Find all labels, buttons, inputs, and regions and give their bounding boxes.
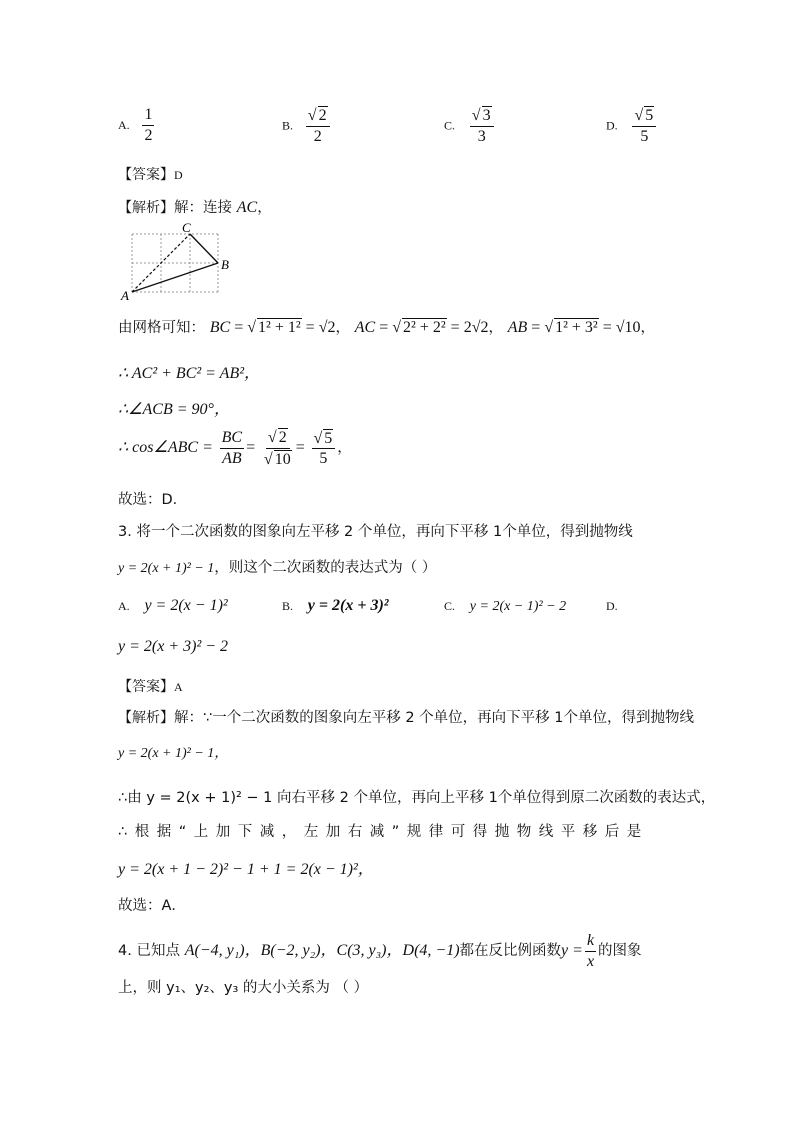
answer-tag: 【答案】: [118, 167, 174, 183]
question-3-line1: 3. 将一个二次函数的图象向左平移 2 个单位，再向下平移 1个单位，得到抛物线: [118, 524, 633, 540]
analysis-q3-line5: y = 2(x + 1 − 2)² − 1 + 1 = 2(x − 1)²，: [118, 861, 374, 878]
step-right-angle: ∴∠ACB = 90°，: [118, 401, 230, 418]
question-4-line2: 上，则 y₁、y₂、y₃ 的大小关系为 （ ）: [118, 980, 369, 996]
option-c: [444, 106, 496, 145]
analysis-q3-line4: ∴根据“上加下减，左加右减”规律可得抛物线平移后是: [118, 824, 649, 840]
step-pythagoras: ∴ AC² + BC² = AB²，: [118, 365, 261, 382]
question-3-line2: y = 2(x + 1)² − 1，则这个二次函数的表达式为（ ）: [118, 560, 437, 576]
question-4-line1: 4. 已知点 A(−4, y₁)，B(−2, y₂)，C(3, y₃)，D(4, −1)都在反比例函数y = $\frac{k}{x}$ 的图象: [118, 932, 642, 970]
grid-relations: 由网格可知： BC = √ 1² + 1² = √2， AC = √ 2² + 2² = 2√2， AB = √ 1² + 3² = √10，: [118, 319, 656, 336]
cos-fraction-1: $\frac{BC}{AB}$: [221, 429, 243, 467]
grid-triangle-figure: [118, 220, 238, 304]
analysis-q3-line3: ∴由 y = 2(x + 1)² − 1 向右平移 2 个单位，再向上平移 1个单位得到原二次函数的表达式，: [118, 790, 716, 806]
conclusion-q2: 故选：D．: [118, 492, 188, 508]
q3-option-d: D.: [606, 599, 618, 613]
answer-line: [118, 164, 183, 184]
option-a-label: A.: [118, 118, 130, 133]
conclusion-q3: 故选：A．: [118, 898, 186, 914]
option-a-fraction: $\frac{1}{2}$: [144, 106, 153, 144]
q3-option-b: B. y = 2(x + 3)²: [282, 597, 389, 614]
option-d: [606, 106, 658, 145]
segment-cb: [190, 234, 218, 263]
option-c-fraction: $\frac{√ 3}{3}$: [470, 106, 494, 145]
analysis-q3-line2: y = 2(x + 1)² − 1，: [118, 746, 229, 761]
answer-value: D: [174, 168, 183, 182]
option-a: [118, 106, 156, 144]
option-d-fraction: $\frac{√ 5}{5}$: [632, 106, 656, 145]
analysis-intro: 【解析】解：连接 AC，: [118, 199, 272, 216]
q3-option-a: A. y = 2(x − 1)²: [118, 597, 228, 614]
option-b-label: B.: [282, 118, 294, 133]
segment-ab: [132, 263, 218, 292]
cos-fraction-3: $\frac{√ 5}{5}$: [312, 429, 336, 468]
q3-option-d-formula: y = 2(x + 3)² − 2: [118, 638, 229, 655]
option-b-fraction: $\frac{√ 2}{2}$: [306, 106, 330, 145]
analysis-q3-line1: 【解析】解：∵一个二次函数的图象向左平移 2 个单位，再向下平移 1个单位，得到抛物线: [118, 710, 695, 726]
analysis-tag: 【解析】: [118, 200, 174, 216]
option-d-label: D.: [606, 118, 618, 133]
label-b: B: [221, 257, 229, 272]
cos-line: ∴ cos∠ABC = $\frac{BC}{AB}$ = $\frac{√ 2}{√ 10}$ = $\frac{√ 5}{5}$ ，: [118, 429, 352, 468]
k-over-x-fraction: $\frac{k}{x}$: [586, 932, 595, 970]
option-c-label: C.: [444, 118, 456, 133]
label-a: A: [121, 288, 129, 303]
cos-fraction-2: $\frac{√ 2}{√ 10}$: [263, 429, 291, 468]
q3-option-c: C. y = 2(x − 1)² − 2: [444, 599, 567, 614]
answer-line-q3: 【答案】A: [118, 679, 183, 695]
option-b: [282, 106, 332, 145]
label-c: C: [182, 220, 191, 235]
grid-lines: [132, 234, 218, 292]
